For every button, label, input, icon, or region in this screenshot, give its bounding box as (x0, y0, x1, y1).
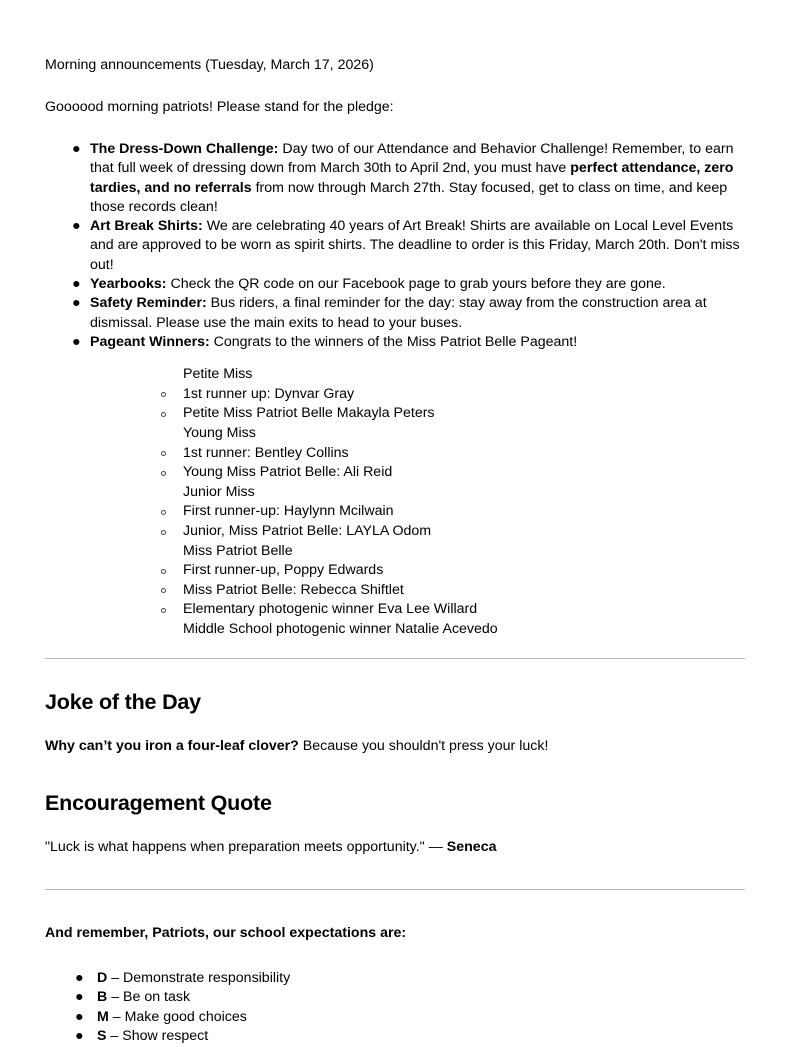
expectation-item-s (45, 1027, 745, 1047)
document-intro-line: Morning announcements (Tuesday, March 17, 2026) (45, 57, 374, 73)
expectation-item-b (45, 988, 745, 1008)
hollow-bullet-icon (161, 530, 166, 535)
announcement-text-before: Bus riders, a final reminder for the day: stay away from the construction area at dismissal. Please use the main exits to head to your buses. (90, 295, 707, 331)
announcement-label: Yearbooks: (90, 276, 167, 293)
bullet-icon: ● (75, 969, 84, 986)
hollow-bullet-icon (161, 569, 166, 574)
joke-answer: Because you shouldn't press your luck! (298, 737, 549, 754)
spacer (45, 764, 745, 790)
expectation-letter: D (97, 969, 108, 986)
announcement-text-before: Day two of our Attendance and Behavior Challenge! Remember, to earn that full week of dressing down from March 30th to April 2nd, you must have (90, 141, 734, 177)
quote-text (45, 838, 745, 857)
quote-attribution: Seneca (446, 838, 497, 855)
announcement-item-safety-reminder (45, 294, 745, 333)
pageant-result-text: Young Miss (183, 425, 256, 442)
pageant-result-text: First runner-up: Haylynn Mcilwain (183, 503, 394, 520)
spacer (45, 715, 745, 737)
hollow-bullet-icon (161, 471, 166, 476)
expectation-description: – Make good choices (108, 1008, 247, 1025)
pageant-category-junior-miss (90, 483, 745, 503)
pageant-result-text: Junior Miss (183, 483, 255, 500)
announcement-text-before: Congrats to the winners of the Miss Patriot Belle Pageant! (209, 333, 578, 350)
announcement-label: Art Break Shirts: (90, 218, 203, 235)
announcement-label: Pageant Winners: (90, 333, 210, 350)
spacer (45, 865, 745, 889)
pageant-result-text: Petite Miss Patriot Belle Makayla Peters (183, 405, 435, 422)
expectation-description: – Be on task (107, 989, 191, 1006)
announcement-label: Safety Reminder: (90, 295, 207, 312)
pageant-result-item (90, 581, 745, 601)
pageant-result-item (90, 385, 745, 405)
joke-text (45, 737, 745, 756)
expectations-intro: And remember, Patriots, our school expectations are: (45, 924, 407, 941)
expectation-item-d (45, 969, 745, 989)
pageant-results-list (90, 365, 745, 639)
expectation-item-m (45, 1008, 745, 1028)
announcement-item-art-break-shirts (45, 217, 745, 275)
hollow-bullet-icon (161, 588, 166, 593)
expectations-list (45, 969, 745, 1047)
pageant-result-text: Miss Patriot Belle (183, 542, 293, 559)
pageant-result-item (90, 522, 745, 542)
pageant-result-text: Middle School photogenic winner Natalie Acevedo (183, 620, 498, 637)
joke-section-heading: Joke of the Day (45, 689, 201, 714)
bullet-icon: ● (72, 218, 81, 235)
bullet-icon: ● (72, 276, 81, 293)
spacer (45, 640, 745, 658)
pageant-category-young-miss (90, 424, 745, 444)
quote-section-heading: Encouragement Quote (45, 790, 272, 815)
bullet-icon: ● (75, 989, 84, 1006)
pageant-result-item (90, 561, 745, 581)
pageant-result-text: Elementary photogenic winner Eva Lee Willard (183, 601, 478, 618)
pageant-result-item (90, 463, 745, 483)
spacer (45, 890, 745, 924)
spacer (45, 951, 745, 969)
spacer (45, 659, 745, 689)
spacer (45, 816, 745, 838)
bullet-icon: ● (75, 1028, 84, 1045)
announcement-emphasis: perfect attendance, zero tardies, and no referrals (90, 160, 734, 196)
pageant-result-item (90, 620, 745, 640)
quote-body: "Luck is what happens when preparation meets opportunity." — (45, 838, 447, 855)
pageant-category-petite-miss (90, 365, 745, 385)
pageant-result-text: 1st runner up: Dynvar Gray (183, 385, 355, 402)
document-greeting-line: Goooood morning patriots! Please stand for the pledge: (45, 99, 394, 115)
pageant-result-text: 1st runner: Bentley Collins (183, 444, 349, 461)
pageant-result-text: Petite Miss (183, 366, 253, 383)
pageant-result-text: Miss Patriot Belle: Rebecca Shiftlet (183, 581, 404, 598)
pageant-result-text: Young Miss Patriot Belle: Ali Reid (183, 464, 393, 481)
pageant-result-item (90, 404, 745, 424)
announcement-item-dress-down (45, 140, 745, 217)
hollow-bullet-icon (161, 510, 166, 515)
announcement-text-after: from now through March 27th. Stay focused, get to class on time, and keep those records clean! (90, 179, 728, 215)
pageant-category-miss-patriot-belle (90, 542, 745, 562)
pageant-result-item (90, 502, 745, 522)
expectation-letter: B (97, 989, 108, 1006)
pageant-result-text: Junior, Miss Patriot Belle: LAYLA Odom (183, 523, 432, 540)
pageant-result-item (90, 444, 745, 464)
bullet-icon: ● (72, 141, 81, 157)
pageant-result-item (90, 600, 745, 620)
bullet-icon: ● (72, 333, 81, 350)
announcement-item-pageant-winners (45, 333, 745, 640)
announcement-text-before: Check the QR code on our Facebook page to grab yours before they are gone. (166, 276, 666, 293)
bullet-icon: ● (75, 1008, 84, 1025)
announcements-list (45, 140, 745, 640)
announcement-item-yearbooks (45, 275, 745, 294)
expectation-description: – Show respect (106, 1028, 209, 1045)
joke-question: Why can’t you iron a four-leaf clover? (45, 737, 299, 754)
hollow-bullet-icon (161, 412, 166, 417)
announcement-label: The Dress-Down Challenge: (90, 141, 279, 157)
pageant-result-text: First runner-up, Poppy Edwards (183, 562, 384, 579)
hollow-bullet-icon (161, 451, 166, 456)
hollow-bullet-icon (161, 608, 166, 613)
bullet-icon: ● (72, 295, 81, 312)
hollow-bullet-icon (161, 392, 166, 397)
expectation-letter: S (97, 1028, 107, 1045)
expectation-letter: M (97, 1008, 109, 1025)
expectation-description: – Demonstrate responsibility (107, 969, 291, 986)
announcement-text-before: We are celebrating 40 years of Art Break! Shirts are available on Local Level Events and are approved to be worn as spirit shirts. The deadline to order is this Friday, March 20th. Don't miss out! (90, 218, 740, 273)
